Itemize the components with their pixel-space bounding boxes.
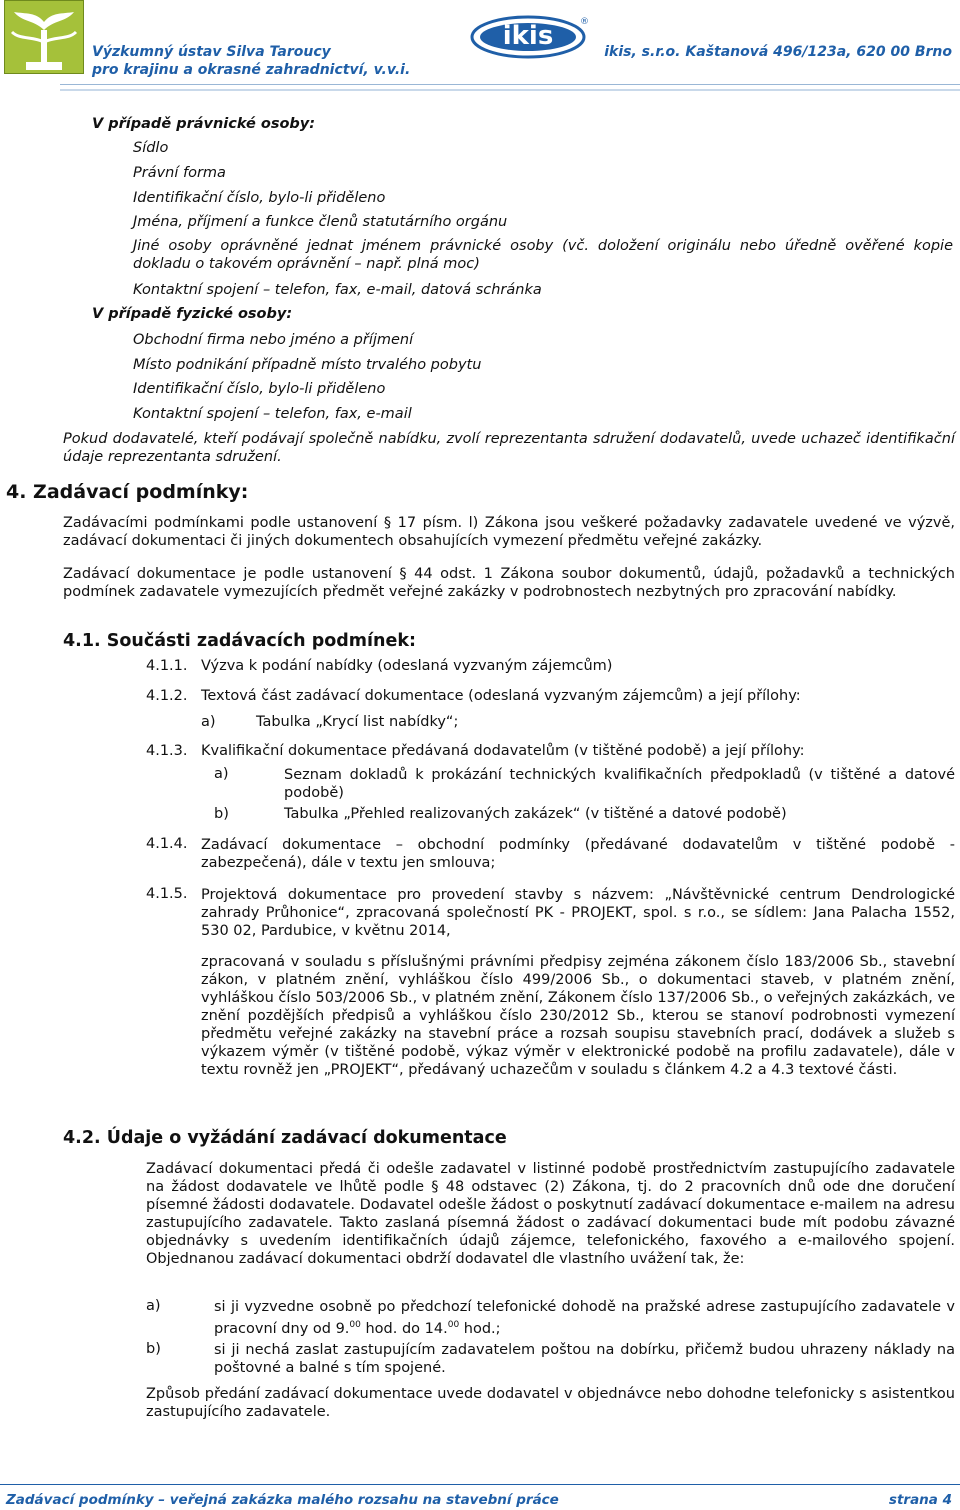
joint-bid-note: Pokud dodavatelé, kteří podávají společně nabídku, zvolí reprezentanta sdružení dodavatelů, uvede uchazeč identifikační údaje reprezentanta sdružení. (63, 431, 955, 465)
section-4-paragraph: Zadávací dokumentace je podle ustanovení § 44 odst. 1 Zákona soubor dokumentů, údajů, požadavků a technických podmínek zadavatele vymezujících předmět veřejné zakázky v podrobnostech nezbytných pro zpracování nabídky. (63, 566, 955, 600)
section-4-2-closing: Způsob předání zadávací dokumentace uvede dodavatel v objednávce nebo dohodne telefonicky s asistentkou zastupujícího zadavatele. (146, 1386, 955, 1420)
footer-rule (0, 1484, 960, 1485)
list-item-b: si ji nechá zaslat zastupujícím zadavatelem poštou na dobírku, přičemž budou uhrazeny náklady na poštovné a balné s tím spojené. (214, 1342, 955, 1376)
list-item-a-text: hod.; (459, 1320, 501, 1337)
item-text: Kvalifikační dokumentace předávaná dodavatelům (v tištěné podobě) a její přílohy: (201, 743, 805, 759)
ikis-logo-text: ikis (502, 21, 554, 51)
institute-name-line1: Výzkumný ústav Silva Taroucy (92, 44, 331, 60)
company-address: ikis, s.r.o. Kaštanová 496/123a, 620 00 Brno (604, 44, 952, 60)
item-number: 4.1.1. (146, 658, 188, 674)
footer-page-number: strana 4 (888, 1492, 952, 1508)
natural-person-item: Identifikační číslo, bylo-li přiděleno (133, 381, 386, 397)
legal-entity-item: Sídlo (133, 140, 169, 156)
legal-entity-item: Jiné osoby oprávněné jednat jménem právnické osoby (vč. doložení originálu nebo úředně ověřené kopie dokladu o takovém oprávnění – např. plná moc) (133, 238, 953, 272)
item-number: 4.1.2. (146, 688, 188, 704)
item-number: 4.1.3. (146, 743, 188, 759)
section-4-2-paragraph: Zadávací dokumentaci předá či odešle zadavatel v listinné podobě prostřednictvím zastupujícího zadavatele na žádost dodavatele ve lhůtě podle § 48 odstavec (2) Zákona, tj. do 2 pracovních dnů ode dne doručení písemné žádosti dodavatele. Dodavatel odešle žádost o poskytnutí zadávací dokumentace e-mailem na adresu zastupujícího zadavatele. Takto zaslaná písemná žádost o zadávací dokumentaci bude mít podobu závazné objednávky s uvedením identifikačních údajů zájemce, telefonického, faxového a e-mailového spojení. Objednanou zadávací dokumentaci obdrží dodavatel dle vlastního uvážení tak, že: (146, 1161, 955, 1267)
svg-text:®: ® (580, 17, 589, 27)
legal-entity-item: Jména, příjmení a funkce členů statutárního orgánu (133, 214, 508, 230)
natural-person-item: Kontaktní spojení – telefon, fax, e-mail (133, 406, 412, 422)
item-text: Výzva k podání nabídky (odeslaná vyzvaným zájemcům) (201, 658, 613, 674)
section-4-paragraph: Zadávacími podmínkami podle ustanovení § 17 písm. l) Zákona jsou veškeré požadavky zadavatele uvedené ve výzvě, zadávací dokumentaci či jiných dokumentech obsahujících vymezení předmětu veřejné zakázky. (63, 515, 955, 549)
header-rule-secondary (60, 89, 960, 91)
ikis-logo (470, 14, 590, 60)
institute-logo (4, 0, 84, 74)
institute-name-line2: pro krajinu a okrasné zahradnictví, v.v.i. (92, 62, 411, 78)
header-rule (60, 84, 960, 85)
natural-person-heading: V případě fyzické osoby: (92, 306, 293, 322)
header (0, 0, 960, 90)
legal-entity-item: Právní forma (133, 165, 226, 181)
item-4-1-5-description: zpracovaná v souladu s příslušnými právními předpisy zejména zákonem číslo 183/2006 Sb., stavební zákon, v platném znění, vyhláškou číslo 499/2006 Sb., o dokumentaci staveb, v platném znění, vyhláškou číslo 503/2006 Sb., v platném znění, Zákonem číslo 137/2006 Sb., o veřejných zakázkách, ve znění pozdějších předpisů a vyhláškou číslo 230/2012 Sb., kterou se stanoví podrobnosti vymezení předmětu veřejné zakázky na stavební práce a rozsah soupisu stavebních prací, dodávek a služeb s výkazem výměr (v tištěné podobě, výkaz výměr v elektronické podobě na profilu zadavatele), dále v textu rovněž jen „PROJEKT“, předávaný uchazečům v souladu s článkem 4.2 a 4.3 textové části. (201, 954, 955, 1078)
sub-item-mark: a) (214, 766, 229, 782)
time-superscript: 00 (349, 1320, 361, 1330)
sub-item-mark: a) (201, 714, 216, 730)
legal-entity-item: Kontaktní spojení – telefon, fax, e-mail, datová schránka (133, 282, 542, 298)
item-text: Textová část zadávací dokumentace (odeslaná vyzvaným zájemcům) a její přílohy: (201, 688, 801, 704)
sub-item-text: Tabulka „Přehled realizovaných zakázek“ (v tištěné a datové podobě) (284, 806, 787, 822)
list-mark-b: b) (146, 1341, 161, 1357)
list-item-a-text: si ji vyzvedne osobně po předchozí telefonické dohodě na pražské adrese zastupujícího zadavatele v pracovní dny od 9. (214, 1299, 955, 1337)
item-text: Zadávací dokumentace – obchodní podmínky (předávané dodavatelům v tištěné podobě - zabezpečená), dále v textu jen smlouva; (201, 837, 955, 871)
item-number: 4.1.5. (146, 886, 188, 902)
sub-item-mark: b) (214, 806, 229, 822)
section-4-2-heading: 4.2. Údaje o vyžádání zadávací dokumentace (63, 1128, 507, 1148)
footer-title: Zadávací podmínky – veřejná zakázka malého rozsahu na stavební práce (6, 1492, 559, 1508)
time-superscript: 00 (447, 1320, 460, 1330)
item-text: Projektová dokumentace pro provedení stavby s názvem: „Návštěvnické centrum Dendrologické zahrady Průhonice“, zpracovaná společností PK - PROJEKT, spol. s r.o., se sídlem: Jana Palacha 1552, 530 02, Pardubice, v květnu 2014, (201, 887, 955, 939)
section-4-1-heading: 4.1. Součásti zadávacích podmínek: (63, 631, 416, 651)
natural-person-item: Obchodní firma nebo jméno a příjmení (133, 332, 414, 348)
section-4-heading: 4. Zadávací podmínky: (6, 481, 249, 503)
sub-item-text: Tabulka „Krycí list nabídky“; (256, 714, 459, 730)
item-number: 4.1.4. (146, 836, 188, 852)
natural-person-item: Místo podnikání případně místo trvalého pobytu (133, 357, 482, 373)
legal-entity-item: Identifikační číslo, bylo-li přiděleno (133, 190, 386, 206)
legal-entity-heading: V případě právnické osoby: (92, 116, 316, 132)
list-item-a-text: hod. do 14. (360, 1320, 448, 1337)
sub-item-text: Seznam dokladů k prokázání technických kvalifikačních předpokladů (v tištěné a datové podobě) (284, 767, 955, 801)
list-item-a (214, 1298, 955, 1338)
list-mark-a: a) (146, 1298, 161, 1314)
